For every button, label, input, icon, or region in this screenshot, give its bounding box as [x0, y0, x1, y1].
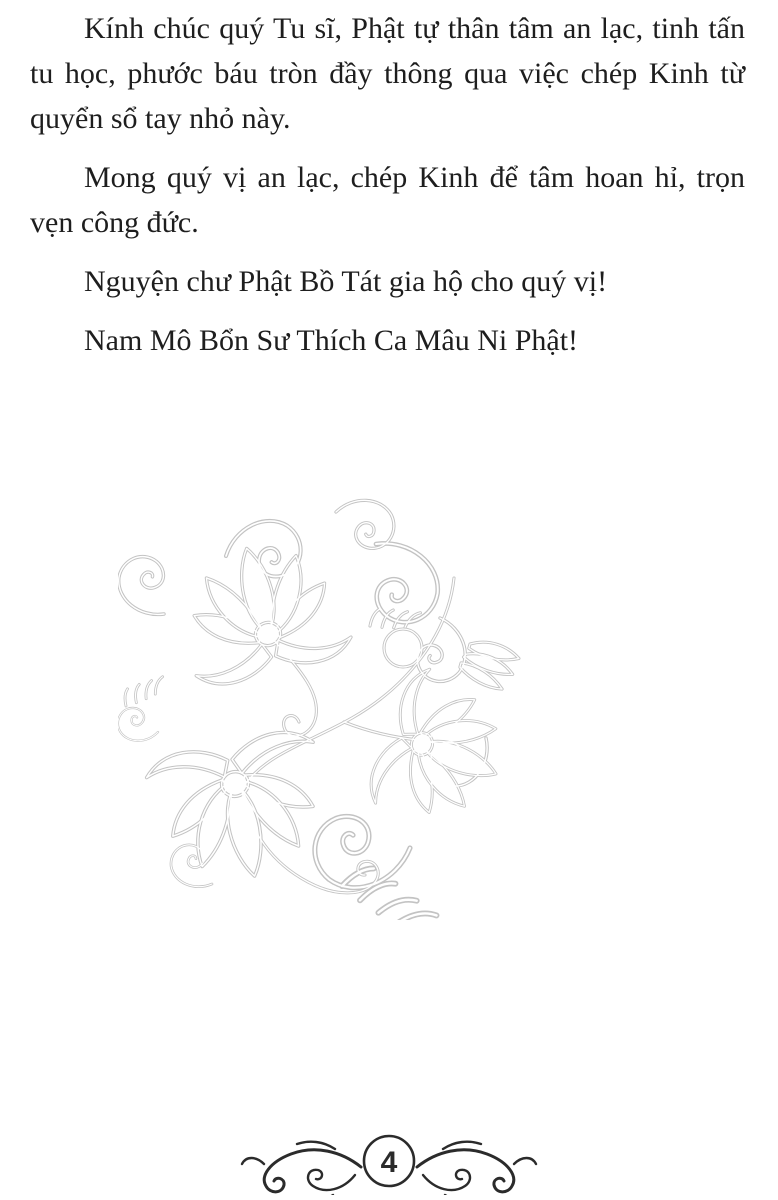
lotus-scroll-ornament-image: [118, 486, 526, 920]
footer-flourish-image: [239, 1133, 539, 1195]
text-block: [0, 0, 778, 363]
paragraph-prayer: Nguyện chư Phật Bồ Tát gia hộ cho quý vị!: [84, 265, 608, 298]
paragraph-blessing: Kính chúc quý Tu sĩ, Phật tự thân tâm an lạc, tinh tấn tu học, phước báu tròn đầy thông qua việc chép Kinh từ quyển sổ tay nhỏ này.: [30, 12, 745, 135]
page-footer: [0, 1133, 778, 1197]
paragraph-wish: Mong quý vị an lạc, chép Kinh để tâm hoan hỉ, trọn vẹn công đức.: [30, 161, 745, 239]
page-number: 4: [380, 1146, 398, 1179]
ornament-outline-layer: [118, 497, 525, 920]
paragraph-homage: Nam Mô Bổn Sư Thích Ca Mâu Ni Phật!: [84, 324, 579, 357]
